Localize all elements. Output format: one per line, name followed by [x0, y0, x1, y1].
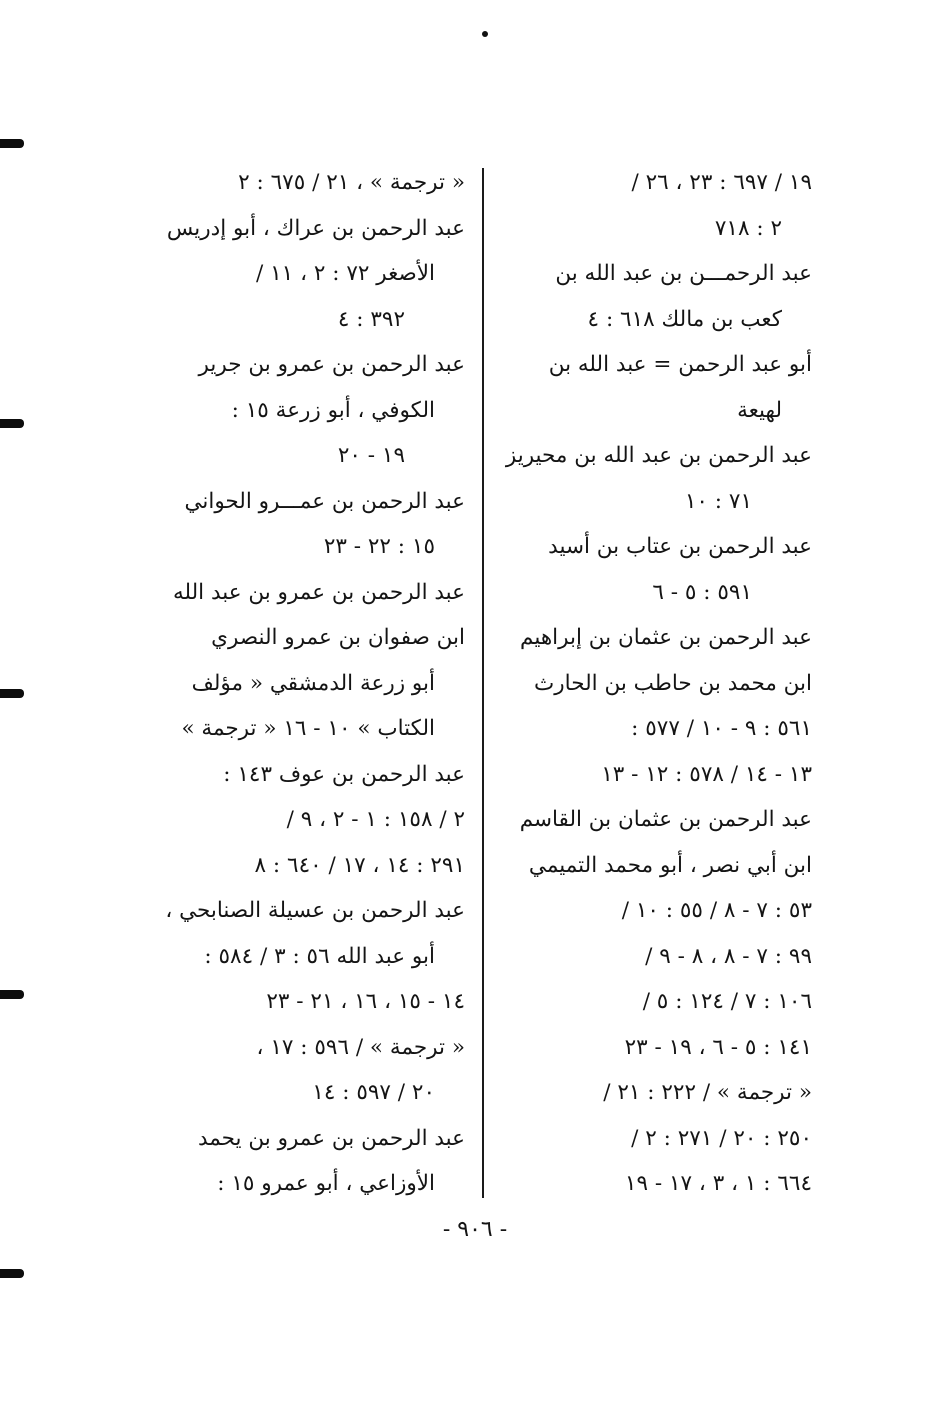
index-line: الكوفي ، أبو زرعة ١٥ : [231, 397, 435, 423]
index-line: أبو عبد الله ٥٦ : ٣ / ٥٨٤ : [204, 943, 435, 969]
index-line: عبد الرحمن بن عمرو بن جرير [198, 352, 465, 377]
index-line: ١٤ - ١٥ ، ١٦ ، ٢١ - ٢٣ [266, 989, 465, 1014]
index-line: الأصغر ٧٢ : ٢ ، ١١ / [256, 261, 435, 286]
margin-mark [0, 1269, 24, 1278]
index-line: ٦٦٤ : ١ ، ٣ ، ١٧ - ١٩ [624, 1171, 812, 1196]
index-column-left [155, 160, 465, 1207]
index-line: ١٩ / ٦٩٧ : ٢٣ ، ٢٦ / [631, 170, 812, 195]
index-line: ٩٩ : ٧ - ٨ ، ٨ - ٩ / [645, 943, 812, 969]
margin-mark [0, 689, 24, 698]
index-line: عبد الرحمن بن عوف ١٤٣ : [223, 761, 465, 787]
margin-mark [0, 139, 24, 148]
index-line: عبد الرحمن بن عثمان بن إبراهيم [520, 625, 812, 650]
margin-mark [0, 419, 24, 428]
index-line: « ترجمة » ، ٢١ / ٦٧٥ : ٢ [238, 170, 465, 195]
index-line: عبد الرحمن بن عثمان بن القاسم [519, 807, 812, 832]
top-dot-mark [482, 31, 488, 37]
index-line: ٢٠ / ٥٩٧ : ١٤ [312, 1080, 435, 1105]
index-line: « ترجمة » / ٢٢٢ : ٢١ / [603, 1080, 812, 1105]
index-line: ٢ : ٧١٨ [714, 215, 782, 241]
index-line: ١٩ - ٢٠ [337, 443, 405, 468]
index-line: عبد الرحمن بن عتاب بن أسيد [548, 534, 812, 559]
index-line: أبو زرعة الدمشقي « مؤلف [191, 670, 435, 696]
index-line: عبد الرحمـــن بن عبد الله بن [555, 261, 812, 286]
index-line: ١٤١ : ٥ - ٦ ، ١٩ - ٢٣ [624, 1034, 812, 1060]
index-line: ابن صفوان بن عمرو النصري [211, 625, 465, 650]
index-line: عبد الرحمن بن عسيلة الصنابحي ، [165, 898, 465, 923]
index-line: ٥٩١ : ٥ - ٦ [652, 579, 752, 605]
index-line: ٥٦١ : ٩ - ١٠ / ٥٧٧ : [631, 716, 812, 741]
margin-mark [0, 990, 24, 999]
index-line: عبد الرحمن بن عمرو بن عبد الله [172, 579, 465, 605]
index-line: ٧١ : ١٠ [684, 488, 752, 514]
index-line: كعب بن مالك ٦١٨ : ٤ [587, 306, 782, 332]
index-line: لهيعة [737, 397, 782, 423]
index-line: عبد الرحمن بن عراك ، أبو إدريس [166, 215, 465, 241]
index-line: الأوزاعي ، أبو عمرو ١٥ : [217, 1171, 435, 1196]
index-line: ٥٣ : ٧ - ٨ / ٥٥ : ١٠ / [621, 898, 812, 923]
index-line: عبد الرحمن بن عمـــرو الحواني [184, 488, 465, 514]
index-line: ٢٥٠ : ٢٠ / ٢٧١ : ٢ / [631, 1125, 812, 1151]
index-line: ٢٩١ : ١٤ ، ١٧ / ٦٤٠ : ٨ [254, 852, 465, 878]
column-divider [482, 168, 484, 1198]
index-line: « ترجمة » / ٥٩٦ : ١٧ ، [256, 1034, 465, 1060]
index-line: ١٣ - ١٤ / ٥٧٨ : ١٢ - ١٣ [601, 761, 812, 787]
index-line: عبد الرحمن بن عمرو بن يحمد [197, 1125, 465, 1151]
index-line: ١٠٦ : ٧ / ١٢٤ : ٥ / [642, 989, 812, 1014]
index-line: الكتاب » ١٠ - ١٦ « ترجمة » [181, 716, 435, 741]
index-line: ١٥ : ٢٢ - ٢٣ [323, 534, 435, 559]
index-line: ابن أبي نصر ، أبو محمد التميمي [528, 852, 812, 878]
index-line: عبد الرحمن بن عبد الله بن محيريز [505, 443, 812, 468]
page-number: - ٩٠٦ - [442, 1217, 508, 1242]
index-line: ابن محمد بن حاطب بن الحارث [534, 670, 812, 696]
index-line: ٣٩٢ : ٤ [337, 306, 405, 332]
index-line: ٢ / ١٥٨ : ١ - ٢ ، ٩ / [286, 807, 465, 832]
index-column-right [500, 160, 812, 1207]
index-line: أبو عبد الرحمن = عبد الله بن [548, 352, 812, 377]
